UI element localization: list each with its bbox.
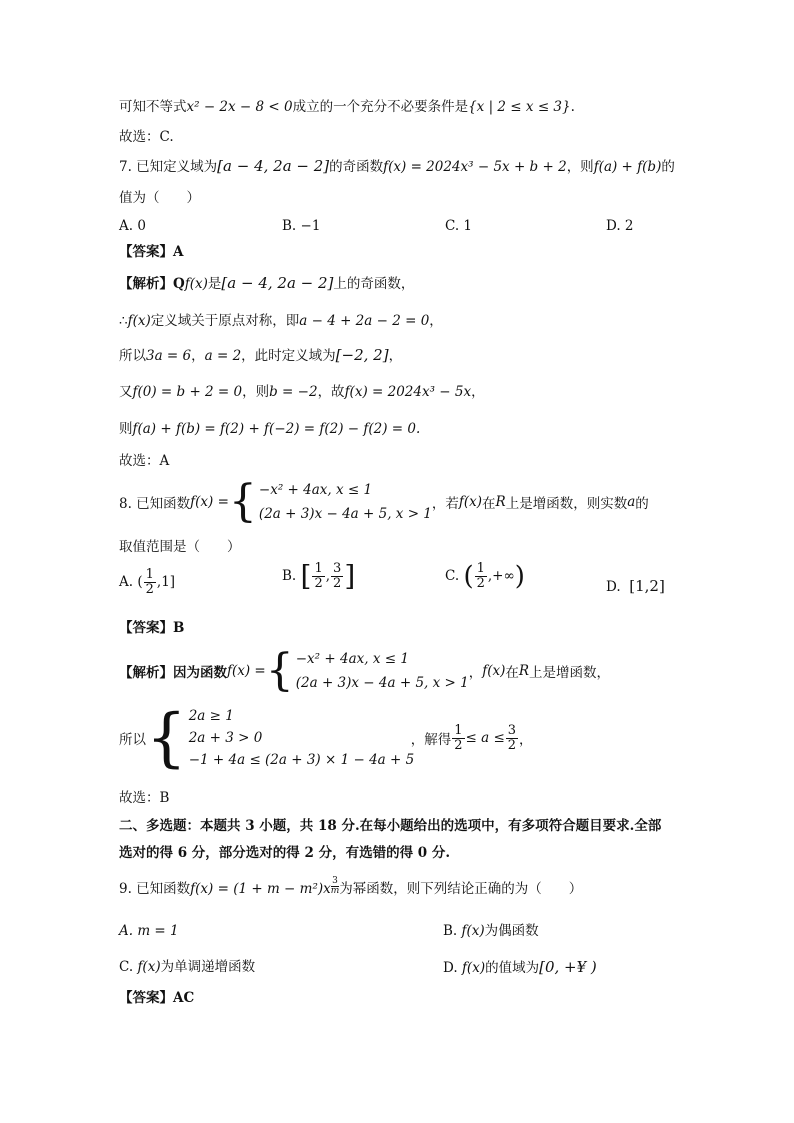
- q9-option-a: A. m = 1: [119, 923, 179, 939]
- text: 定义域关于原点对称，即: [150, 313, 300, 329]
- equation: 3a = 6: [146, 348, 192, 364]
- case-1: −x² + 4ax, x ≤ 1: [295, 651, 409, 667]
- q9-option-c: [119, 957, 255, 977]
- text: ∴: [119, 313, 128, 329]
- case-2: (2a + 3)x − 4a + 5, x > 1: [295, 675, 469, 691]
- text: 上是增函数，则实数: [505, 496, 628, 512]
- q7-option-d: D. 2: [606, 218, 634, 234]
- fraction: $\frac{1}{2}$: [476, 561, 485, 591]
- f-x: f(x): [127, 313, 151, 329]
- option-label: B.: [282, 568, 297, 584]
- text: 为单调递增函数: [160, 959, 256, 975]
- domain: [−2, 2]: [335, 346, 389, 364]
- range: [0, +¥ ): [539, 958, 597, 976]
- fraction: $\frac{1}{2}$: [314, 561, 323, 591]
- f-x: f(x): [461, 960, 486, 976]
- text: 上是增函数，: [529, 665, 611, 681]
- f-x: f(x) =: [227, 663, 266, 679]
- text: 的: [661, 159, 675, 175]
- q8-solution-2: [119, 701, 533, 775]
- piecewise-cases: [259, 481, 432, 523]
- left-brace: {: [228, 476, 257, 527]
- equation: f(a) + f(b) = f(2) + f(−2) = f(2) − f(2) = 0.: [132, 421, 421, 437]
- f-x: f(x): [458, 494, 483, 510]
- case-2: (2a + 3)x − 4a + 5, x > 1: [258, 506, 432, 522]
- text: 【解析】因为函数: [119, 665, 227, 681]
- equation: a − 4 + 2a − 2 = 0: [299, 313, 430, 329]
- q7-stem-line2: 值为（ ）: [119, 190, 200, 206]
- text: 在: [482, 496, 496, 512]
- q8-stem-line1: [119, 476, 649, 527]
- ineq-2: 2a + 3 > 0: [188, 730, 263, 746]
- inequality-system: [188, 707, 415, 769]
- text: 是: [207, 276, 222, 292]
- q9-option-d: [443, 957, 597, 978]
- section-2-heading-line2: 选对的得 6 分，部分选对的得 2 分，有选错的得 0 分.: [119, 845, 451, 861]
- text: 8. 已知函数: [119, 496, 191, 512]
- q9-answer: 【答案】AC: [119, 990, 195, 1006]
- text: 在: [505, 665, 519, 681]
- text: 上的奇函数，: [333, 276, 415, 292]
- case-1: −x² + 4ax, x ≤ 1: [258, 482, 373, 498]
- piecewise-cases: [296, 650, 469, 692]
- q7-choice: 故选：A: [119, 453, 170, 469]
- ineq-3: −1 + 4a ≤ (2a + 3) × 1 − 4a + 5: [188, 752, 415, 768]
- q7-solution-3: [119, 345, 402, 366]
- q7-option-a: A. 0: [119, 218, 146, 234]
- q7-stem-line1: [119, 156, 675, 177]
- text: 为幂函数，则下列结论正确的为（ ）: [339, 881, 583, 897]
- q7-solution-1: [119, 273, 414, 294]
- text: ，此时定义域为: [241, 348, 336, 364]
- solution-set: {x | 2 ≤ x ≤ 3}: [468, 99, 571, 115]
- variable: a: [627, 494, 636, 510]
- prev-conclusion-line: [119, 97, 575, 117]
- text: 所以: [119, 348, 146, 364]
- fraction: $\frac{3}{2}$: [507, 722, 517, 753]
- option-label: C.: [119, 959, 138, 975]
- equation: b = −2: [269, 384, 318, 400]
- q9-option-b: [443, 921, 539, 941]
- text: 【解析】Q: [119, 276, 185, 292]
- inequality: ≤ a ≤: [465, 730, 505, 746]
- exponent-fraction: $\frac{3}{m}$: [330, 876, 340, 896]
- text: 的奇函数: [329, 159, 384, 175]
- q8-answer: 【答案】B: [119, 620, 185, 636]
- text: ，: [519, 732, 533, 748]
- option-label: C.: [445, 568, 460, 584]
- text: ，: [191, 348, 205, 364]
- fraction: $\frac{1}{2}$: [145, 567, 154, 597]
- equation: a = 2: [204, 348, 242, 364]
- function-def: f(x) = 2024x³ − 5x + b + 2: [383, 159, 567, 175]
- text: 7. 已知定义域为: [119, 159, 218, 175]
- text: .: [570, 99, 575, 115]
- q8-choice: 故选：B: [119, 790, 170, 806]
- text: 则: [119, 421, 133, 437]
- text: ，若: [431, 496, 459, 512]
- q7-option-b: B. −1: [282, 218, 321, 234]
- f-x: f(x): [482, 663, 506, 679]
- text: 又: [119, 384, 133, 400]
- left-brace: {: [146, 701, 187, 775]
- text: ，故: [317, 384, 345, 400]
- domain: [a − 4, 2a − 2]: [217, 157, 330, 175]
- text: ，解得: [410, 732, 452, 748]
- ineq-1: 2a ≥ 1: [188, 708, 234, 724]
- q7-option-c: C. 1: [445, 218, 473, 234]
- prev-choice: 故选：C.: [119, 129, 174, 145]
- text: ，: [471, 384, 485, 400]
- q7-solution-2: [119, 311, 443, 331]
- q8-option-c: C. ( $\frac{1}{2}$ ,+∞): [445, 561, 525, 592]
- text: 成立的一个充分不必要条件是: [292, 99, 469, 115]
- text: 为偶函数: [484, 923, 539, 939]
- text: 的值域为: [485, 960, 540, 976]
- text: ，则: [242, 384, 270, 400]
- inequality: x² − 2x − 8 < 0: [186, 99, 293, 115]
- q7-solution-5: [119, 419, 420, 439]
- section-2-heading-line1: 二、多选题：本题共 3 小题，共 18 分.在每小题给出的选项中，有多项符合题目要求.全部: [119, 818, 662, 834]
- domain: [a − 4, 2a − 2]: [221, 274, 334, 292]
- f-x: f(x) =: [190, 494, 229, 510]
- option-value: [1,2]: [629, 577, 665, 595]
- real-set: R: [495, 494, 506, 510]
- fraction: $\frac{3}{2}$: [333, 561, 342, 591]
- q8-stem-line2: 取值范围是（ ）: [119, 539, 241, 555]
- text: ，: [468, 665, 483, 681]
- fraction: $\frac{1}{2}$: [454, 722, 463, 753]
- text: 可知不等式: [119, 99, 187, 115]
- option-label: B.: [443, 923, 462, 939]
- text: ，: [388, 348, 403, 364]
- text: ，则: [566, 159, 594, 175]
- q7-answer: 【答案】A: [119, 244, 184, 260]
- text: 9. 已知函数: [119, 881, 191, 897]
- option-label: D.: [606, 579, 621, 595]
- q7-solution-4: [119, 382, 485, 402]
- option-label: A.: [119, 574, 138, 590]
- q9-stem: [119, 877, 582, 899]
- f-x: f(x): [184, 276, 208, 292]
- equation: f(x) = 2024x³ − 5x: [344, 384, 472, 400]
- equation: f(0) = b + 2 = 0: [132, 384, 243, 400]
- real-set: R: [518, 663, 530, 679]
- q8-option-a: A. ( $\frac{1}{2}$ ,1]: [119, 567, 176, 597]
- q8-solution-1: [119, 645, 611, 696]
- left-brace: {: [265, 645, 294, 696]
- f-x: f(x): [461, 923, 485, 939]
- function-def: f(x) = (1 + m − m²)x: [190, 881, 331, 897]
- text: ，: [429, 313, 443, 329]
- expression: f(a) + f(b): [593, 159, 662, 175]
- text: 所以: [119, 732, 146, 748]
- text: 的: [635, 496, 649, 512]
- f-x: f(x): [137, 959, 161, 975]
- option-label: D.: [443, 960, 462, 976]
- q8-option-b: B. [ $\frac{1}{2}$ , $\frac{3}{2}$ ]: [282, 559, 356, 593]
- q8-option-d: [606, 576, 665, 597]
